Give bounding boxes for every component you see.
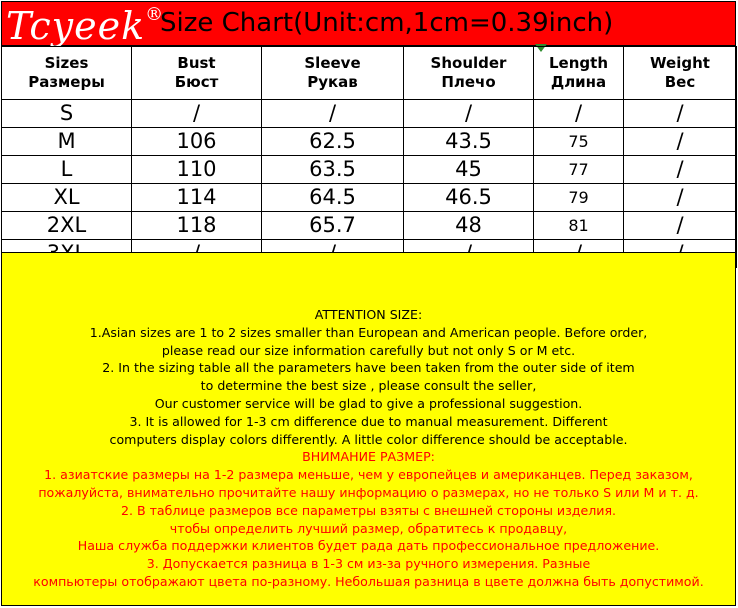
table-cell: /: [624, 156, 737, 184]
table-cell: 63.5: [262, 156, 404, 184]
table-cell: L: [2, 156, 132, 184]
table-cell: 110: [132, 156, 262, 184]
table-cell: /: [624, 212, 737, 240]
notice-line-en: please read our size information carefully but not only S or M etc.: [161, 342, 576, 358]
table-cell: M: [2, 128, 132, 156]
table-cell: /: [624, 184, 737, 212]
notice-line-ru: чтобы определить лучший размер, обратитесь к продавцу,: [169, 520, 568, 536]
table-cell: 65.7: [262, 212, 404, 240]
notice-line-en: computers display colors differently. A little color difference should be acceptable.: [109, 431, 628, 447]
table-cell: 45: [404, 156, 534, 184]
table-cell: 79: [534, 184, 624, 212]
table-cell: 75: [534, 128, 624, 156]
table-cell: 77: [534, 156, 624, 184]
table-cell: 106: [132, 128, 262, 156]
table-cell: 2XL: [2, 212, 132, 240]
table-cell: 81: [534, 212, 624, 240]
notice-line-en: 3. It is allowed for 1-3 cm difference due to manual measurement. Different: [129, 413, 608, 429]
table-row: [2, 100, 737, 128]
notice-line-en: 1.Asian sizes are 1 to 2 sizes smaller than European and American people. Before order,: [89, 324, 648, 340]
column-header-sizes: Sizes Размеры: [2, 47, 132, 100]
notice-line-ru: компьютеры отображают цвета по-разному. Небольшая разница в цвете должна быть допустимой.: [33, 573, 704, 589]
notice-line-ru: 3. Допускается разница в 1-3 см из-за ручного измерения. Разные: [146, 556, 591, 572]
table-cell: 62.5: [262, 128, 404, 156]
notice-line-ru: пожалуйста, внимательно прочитайте нашу информацию о размерах, но не только S или M и т. д.: [38, 484, 699, 500]
notice-line-en: to determine the best size , please consult the seller,: [200, 378, 537, 394]
table-cell: S: [2, 100, 132, 128]
table-row: [2, 156, 737, 184]
table-cell: 43.5: [404, 128, 534, 156]
notice-line-en: 2. In the sizing table all the parameters have been taken from the outer side of item: [102, 360, 635, 376]
table-cell: /: [262, 100, 404, 128]
notice-line-en: Our customer service will be glad to give a professional suggestion.: [154, 395, 583, 411]
table-cell: 48: [404, 212, 534, 240]
page-title: Size Chart(Unit:cm,1cm=0.39inch): [160, 8, 614, 38]
notice-line-ru: Наша служба поддержки клиентов будет рада дать профессиональное предложение.: [77, 538, 660, 554]
table-cell: /: [624, 128, 737, 156]
notice-heading-ru: ВНИМАНИЕ РАЗМЕР:: [302, 449, 435, 465]
table-cell: 46.5: [404, 184, 534, 212]
notice-heading-en: ATTENTION SIZE:: [314, 307, 423, 322]
column-header-bust: Bust Бюст: [132, 47, 262, 100]
table-cell: XL: [2, 184, 132, 212]
table-cell: /: [404, 100, 534, 128]
brand-logo: Tcyeek®: [6, 4, 165, 48]
table-cell: 118: [132, 212, 262, 240]
column-header-weight: Weight Вес: [624, 47, 737, 100]
table-cell: 114: [132, 184, 262, 212]
table-header-row: [2, 47, 737, 100]
column-header-shoulder: Shoulder Плечо: [404, 47, 534, 100]
table-row: [2, 128, 737, 156]
notice-line-ru: 2. В таблице размеров все параметры взяты с внешней стороны изделия.: [120, 502, 617, 518]
table-cell: /: [132, 100, 262, 128]
notice-line-ru: 1. азиатские размеры на 1-2 размера меньше, чем у европейцев и американцев. Перед заказом,: [44, 467, 693, 483]
table-row: [2, 212, 737, 240]
table-row: [2, 184, 737, 212]
table-cell: /: [624, 100, 737, 128]
table-cell: /: [534, 100, 624, 128]
column-header-length: Length Длина: [534, 47, 624, 100]
size-chart-table: [1, 46, 737, 268]
title-bar: [1, 1, 736, 46]
column-header-sleeve: Sleeve Рукав: [262, 47, 404, 100]
size-notice-panel: [1, 252, 736, 606]
table-cell: 64.5: [262, 184, 404, 212]
